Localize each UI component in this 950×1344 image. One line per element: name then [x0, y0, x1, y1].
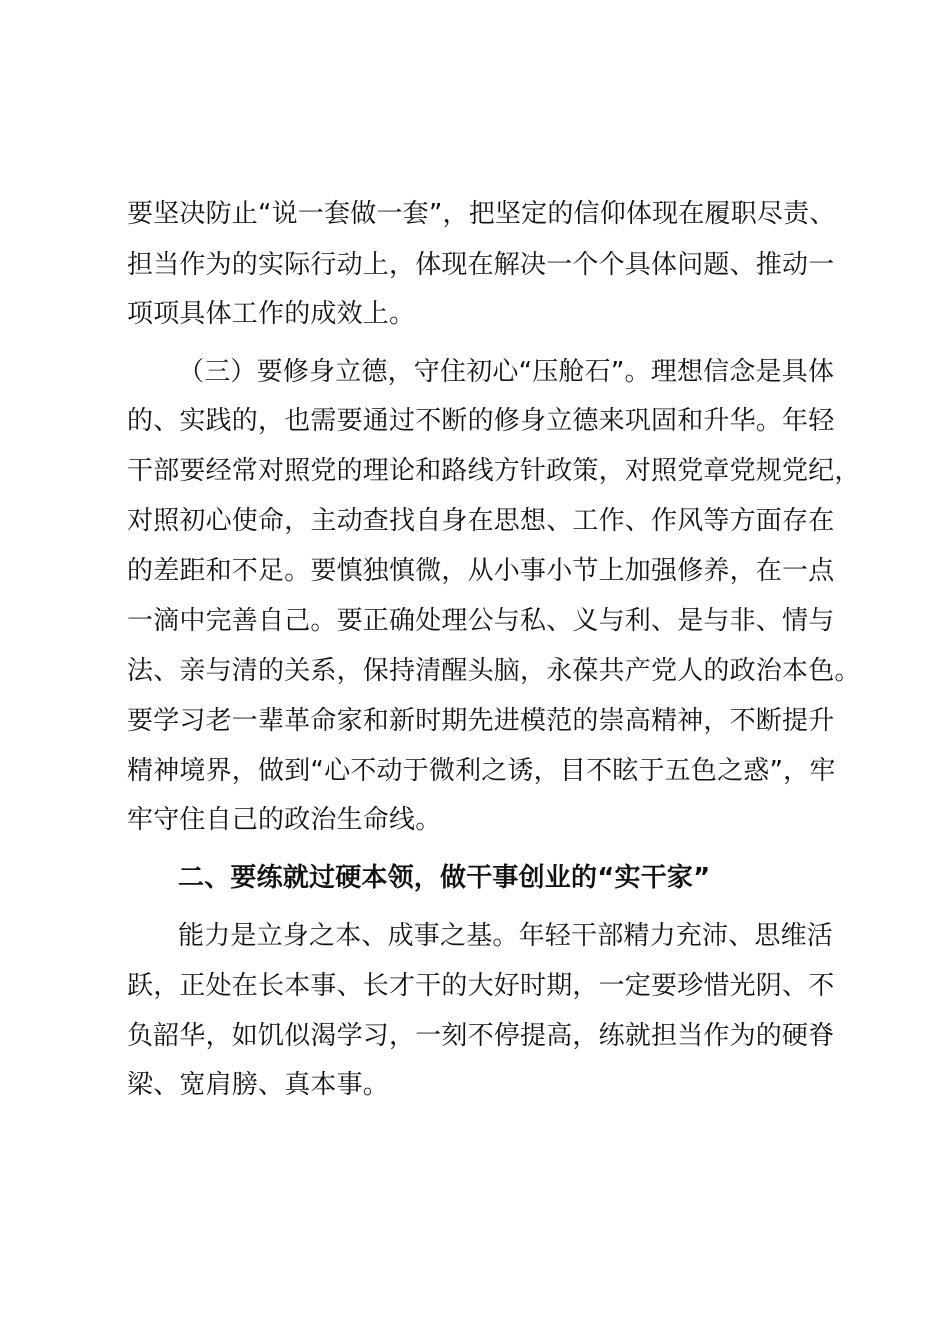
paragraph-2-line-7: 法、亲与清的关系，保持清醒头脑，永葆共产党人的政治本色。 — [127, 656, 861, 686]
paragraph-2-line-8: 要学习老一辈革命家和新时期先进模范的崇高精神，不断提升 — [127, 706, 835, 736]
paragraph-3-line-4: 梁、宽肩膀、真本事。 — [127, 1070, 390, 1100]
paragraph-2-line-4: 对照初心使命，主动查找自身在思想、工作、作风等方面存在 — [127, 506, 835, 536]
paragraph-2-line-3: 干部要经常对照党的理论和路线方针政策，对照党章党规党纪， — [127, 456, 861, 486]
paragraph-2-line-6: 一滴中完善自己。要正确处理公与私、义与利、是与非、情与 — [127, 606, 835, 636]
paragraph-3-line-2: 跃，正处在长本事、长才干的大好时期，一定要珍惜光阴、不 — [127, 971, 835, 1001]
paragraph-2-line-1: （三）要修身立德，守住初心“压舱石”。理想信念是具体 — [178, 357, 835, 387]
paragraph-2-line-10: 牢守住自己的政治生命线。 — [127, 805, 442, 835]
paragraph-2-line-2: 的、实践的，也需要通过不断的修身立德来巩固和升华。年轻 — [127, 406, 835, 436]
paragraph-1-line-1: 要坚决防止“说一套做一套”，把坚定的信仰体现在履职尽责、 — [127, 199, 836, 229]
section-heading: 二、要练就过硬本领，做干事创业的“实干家” — [178, 863, 711, 893]
paragraph-3-line-1: 能力是立身之本、成事之基。年轻干部精力充沛、思维活 — [178, 921, 834, 951]
paragraph-2-line-5: 的差距和不足。要慎独慎微，从小事小节上加强修养，在一点 — [127, 556, 835, 586]
paragraph-3-line-3: 负韶华，如饥似渴学习，一刻不停提高，练就担当作为的硬脊 — [127, 1021, 835, 1051]
paragraph-2-line-9: 精神境界，做到“心不动于微利之诱，目不眩于五色之惑”，牢 — [127, 756, 836, 786]
paragraph-1-line-3: 项项具体工作的成效上。 — [127, 299, 416, 329]
paragraph-1-line-2: 担当作为的实际行动上，体现在解决一个个具体问题、推动一 — [127, 250, 835, 280]
